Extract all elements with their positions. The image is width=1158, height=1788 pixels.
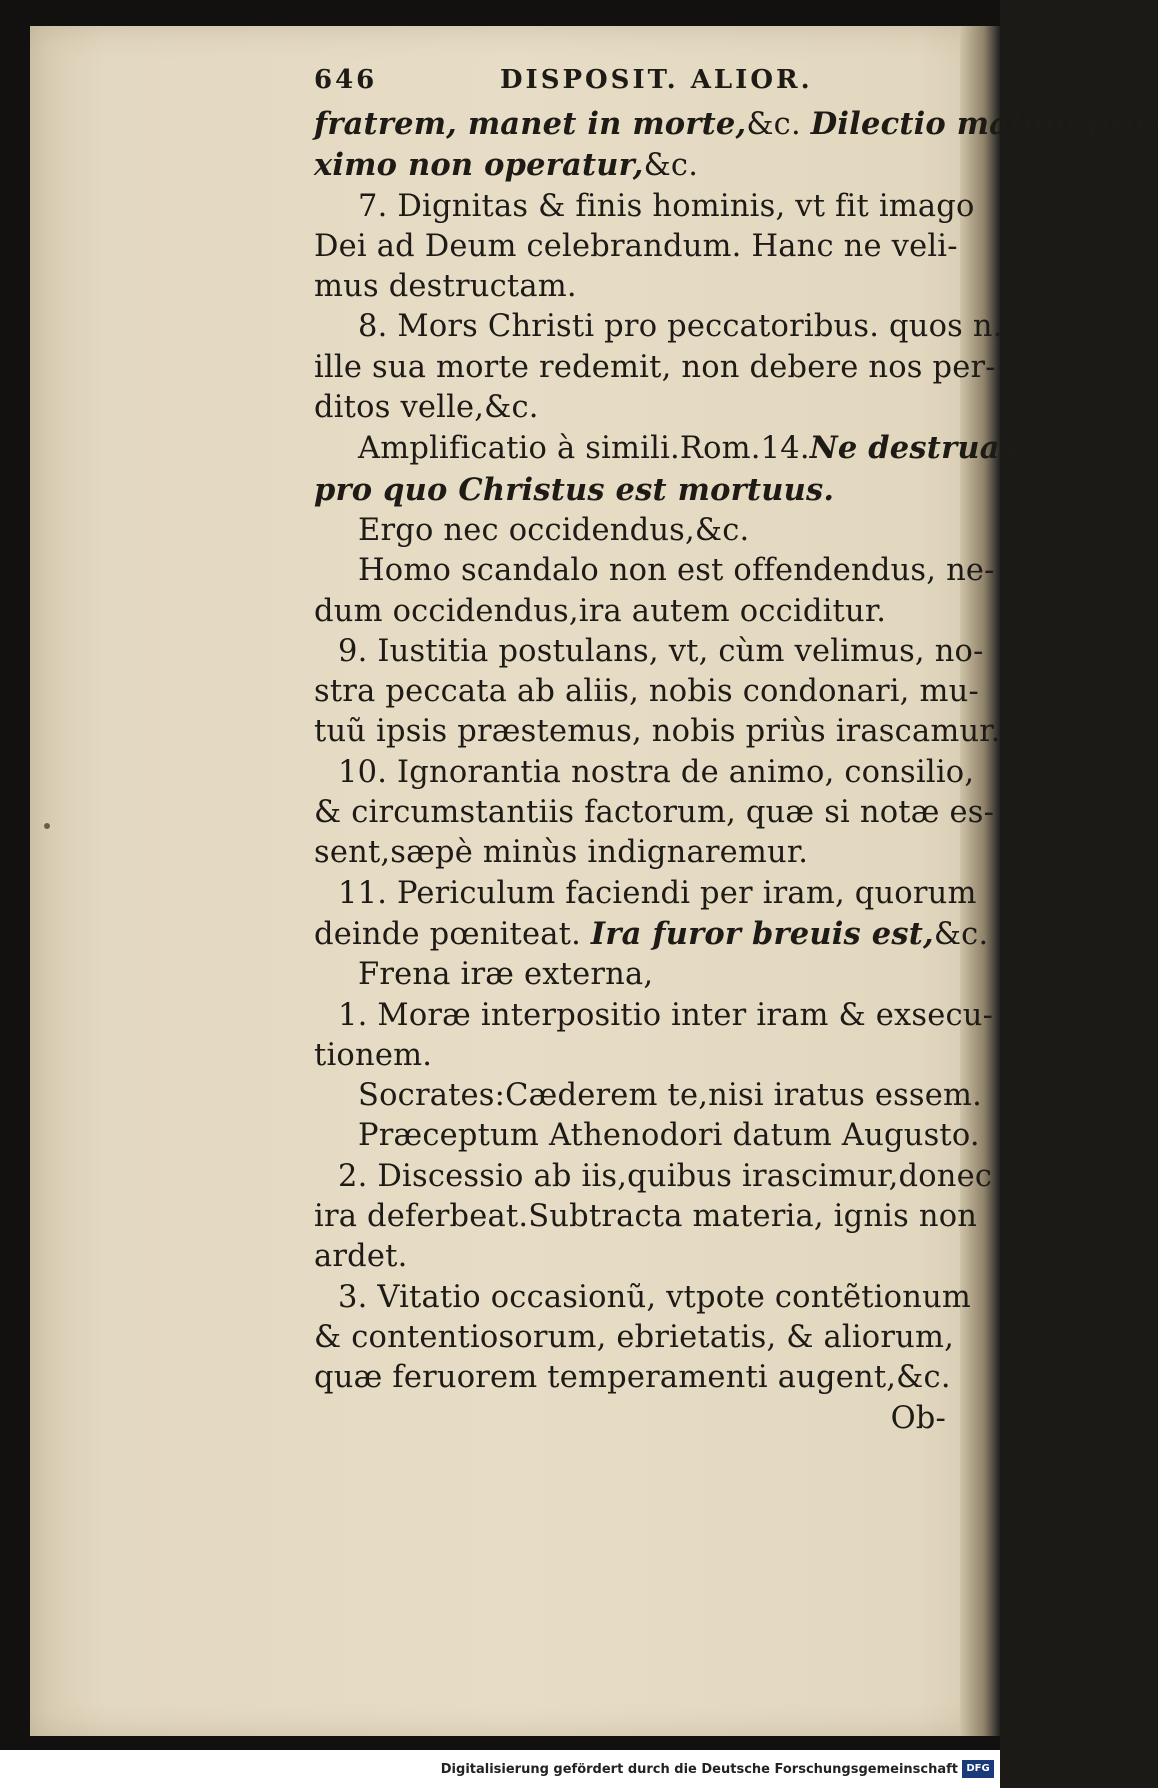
text-line	[310, 996, 994, 1036]
text-segment: 11. Periculum faciendi per iram, quorum	[338, 875, 977, 911]
text-line	[310, 1197, 978, 1237]
text-line	[310, 511, 950, 551]
text-segment: Frena iræ externa,	[358, 957, 654, 993]
text-line	[310, 955, 950, 995]
text-line	[310, 267, 950, 307]
text-line	[310, 104, 1158, 145]
text-segment: 9. Iustitia postulans, vt, cùm velimus, no-	[338, 633, 984, 669]
text-segment: 10. Ignorantia nostra de animo, consilio,	[338, 754, 975, 790]
text-line	[310, 227, 958, 267]
text-line	[310, 470, 950, 511]
text-line	[310, 1278, 972, 1318]
italic-segment: pro quo Christus est mortuus.	[314, 471, 835, 508]
text-line	[310, 1358, 950, 1398]
italic-segment: fratrem, manet in morte,	[314, 106, 747, 142]
dfg-logo: DFG	[962, 1760, 994, 1778]
italic-segment: Dilectio malum pro-	[810, 106, 1158, 142]
text-segment: &c.	[643, 148, 699, 184]
text-segment: dum occidendus,ira autem occiditur.	[314, 593, 887, 629]
text-line	[310, 428, 1028, 469]
text-segment: Socrates:Cæderem te,nisi iratus essem.	[358, 1078, 983, 1114]
text-segment: Dei ad Deum celebrandum. Hanc ne veli-	[314, 228, 958, 264]
text-segment: sent,sæpè minùs indignaremur.	[314, 835, 809, 871]
page-text	[310, 60, 1158, 1439]
text-segment: Amplificatio à simili.Rom.14.	[358, 431, 810, 467]
text-segment: Ergo nec occidendus,&c.	[358, 512, 750, 548]
text-segment: mus destructam.	[314, 269, 577, 305]
text-line	[310, 1036, 950, 1076]
text-segment: Præceptum Athenodori datum Augusto.	[358, 1118, 980, 1154]
text-line	[310, 712, 1001, 752]
text-segment: ditos velle,&c.	[314, 390, 539, 426]
text-line	[310, 1237, 950, 1277]
text-segment: tuũ ipsis præstemus, nobis priùs irascamur.	[314, 714, 1001, 750]
text-line	[310, 388, 950, 428]
text-line	[310, 874, 977, 914]
text-line	[310, 1116, 980, 1156]
text-line	[310, 145, 950, 186]
text-line	[310, 307, 1003, 347]
text-line	[310, 833, 950, 873]
running-head	[310, 60, 950, 104]
italic-segment: ximo non operatur,	[314, 147, 644, 184]
text-line	[310, 1157, 993, 1197]
paper-spot	[44, 823, 50, 829]
text-segment: stra peccata ab aliis, nobis condonari, mu-	[314, 674, 979, 710]
text-line	[310, 632, 984, 672]
italic-segment: Ne destruas,	[809, 430, 1028, 467]
text-segment: &c.	[746, 107, 811, 142]
text-segment: 7. Dignitas & finis hominis, vt fit imago	[358, 188, 975, 224]
text-segment: Homo scandalo non est offendendus, ne-	[358, 553, 995, 589]
text-segment: quæ feruorem temperamenti augent,&c.	[314, 1360, 951, 1396]
page-number: 646	[314, 65, 378, 95]
text-segment: ardet.	[314, 1239, 408, 1275]
text-segment: 2. Discessio ab iis,quibus irascimur,donec	[338, 1158, 993, 1194]
text-line	[310, 551, 995, 591]
text-line	[310, 793, 995, 833]
text-line	[310, 187, 975, 227]
body-lines	[310, 104, 1158, 1399]
text-line	[310, 753, 975, 793]
text-segment: & contentiosorum, ebrietatis, & aliorum,	[314, 1319, 954, 1355]
footer-credit: Digitalisierung gefördert durch die Deutsche Forschungsgemeinschaft	[440, 1762, 958, 1777]
text-line	[310, 672, 979, 712]
text-segment: deinde pœniteat.	[314, 916, 591, 952]
text-line	[310, 1076, 983, 1116]
text-segment: 3. Vitatio occasionũ, vtpote contẽtionum	[338, 1279, 972, 1315]
italic-segment: Ira furor breuis est,	[590, 915, 934, 952]
text-line	[310, 914, 989, 955]
digitization-footer	[0, 1750, 1000, 1788]
text-segment: tionem.	[314, 1037, 433, 1073]
text-segment: ira deferbeat.Subtracta materia, ignis non	[314, 1199, 978, 1235]
text-segment: & circumstantiis factorum, quæ si notæ es-	[314, 795, 995, 831]
text-segment: 8. Mors Christi pro peccatoribus. quos n.	[358, 309, 1003, 345]
catchword: Ob-	[890, 1400, 946, 1436]
text-segment: 1. Moræ interpositio inter iram & exsecu-	[338, 997, 994, 1033]
text-line	[310, 348, 996, 388]
running-title: DISPOSIT. ALIOR.	[500, 65, 813, 95]
text-segment: &c.	[933, 916, 989, 952]
text-segment: ille sua morte redemit, non debere nos per-	[314, 349, 996, 385]
text-line	[310, 1318, 954, 1358]
text-line	[310, 592, 950, 632]
